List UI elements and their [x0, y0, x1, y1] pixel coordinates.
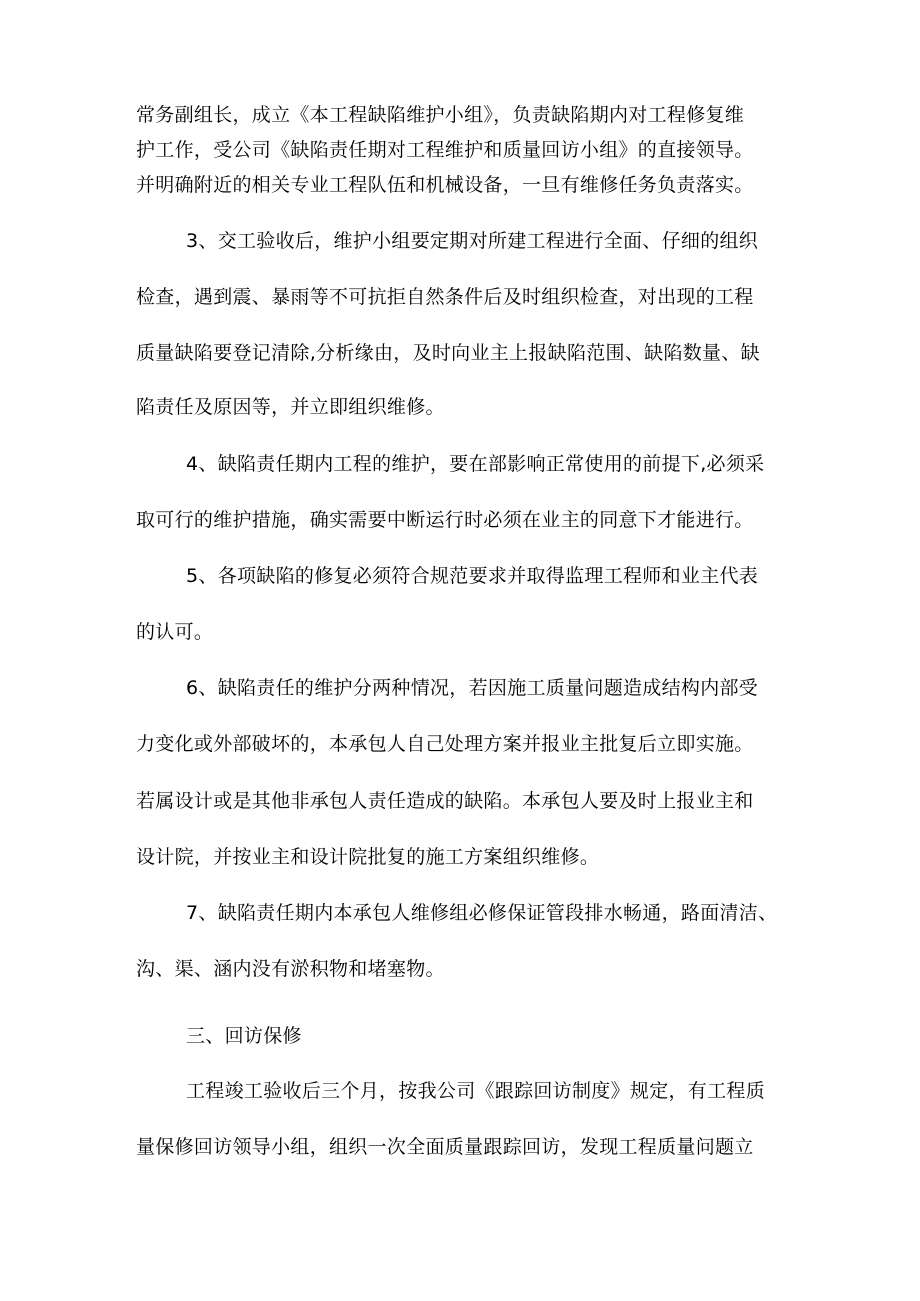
text-line: 设计院，并按业主和设计院批复的施工方案组织维修。 — [136, 846, 600, 868]
text-line: 工程竣工验收后三个月，按我公司《跟踪回访制度》规定，有工程质 — [186, 1080, 766, 1102]
text-line: 陷责任及原因等，并立即组织维修。 — [136, 396, 445, 418]
text-line: 3、交工验收后，维护小组要定期对所建工程进行全面、仔细的组织 — [186, 230, 759, 252]
text-line: 4、缺陷责任期内工程的维护，要在部影响正常使用的前提下,必须采 — [186, 453, 765, 475]
text-line: 护工作，受公司《缺陷责任期对工程维护和质量回访小组》的直接领导。 — [136, 139, 754, 161]
text-line: 常务副组长，成立《本工程缺陷维护小组》，负责缺陷期内对工程修复维 — [136, 104, 745, 126]
text-line: 检查，遇到震、暴雨等不可抗拒自然条件后及时组织检查，对出现的工程 — [136, 286, 754, 308]
section-heading: 三、回访保修 — [186, 1025, 302, 1047]
text-line: 沟、渠、涵内没有淤积物和堵塞物。 — [136, 958, 445, 980]
text-line: 量保修回访领导小组，组织一次全面质量跟踪回访，发现工程质量问题立 — [136, 1136, 754, 1158]
text-line: 7、缺陷责任期内本承包人维修组必修保证管段排水畅通，路面清洁、 — [186, 902, 778, 924]
text-line: 6、缺陷责任的维护分两种情况，若因施工质量问题造成结构内部受 — [186, 677, 759, 699]
text-line: 并明确附近的相关专业工程队伍和机械设备，一旦有维修任务负责落实。 — [136, 174, 754, 196]
text-line: 5、各项缺陷的修复必须符合规范要求并取得监理工程师和业主代表 — [186, 565, 759, 587]
text-line: 质量缺陷要登记清除,分析缘由，及时向业主上报缺陷范围、缺陷数量、缺 — [136, 342, 760, 364]
text-line: 力变化或外部破坏的，本承包人自己处理方案并报业主批复后立即实施。 — [136, 733, 754, 755]
text-line: 取可行的维护措施，确实需要中断运行时必须在业主的同意下才能进行。 — [136, 509, 754, 531]
text-line: 的认可。 — [136, 621, 214, 643]
text-line: 若属设计或是其他非承包人责任造成的缺陷。本承包人要及时上报业主和 — [136, 790, 754, 812]
